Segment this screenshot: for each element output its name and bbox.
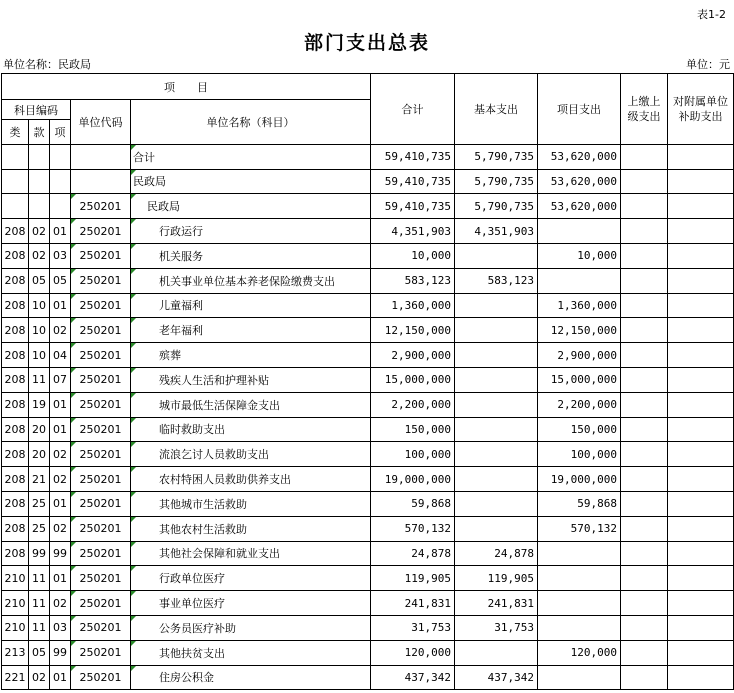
- cell-xiang: 02: [50, 591, 71, 616]
- cell-lei: 208: [2, 541, 29, 566]
- table-row: [2, 591, 734, 616]
- cell-lei: 208: [2, 268, 29, 293]
- unit-name-label: 单位名称：民政局: [3, 58, 91, 71]
- cell-total: 119,905: [371, 566, 455, 591]
- cell-lei: 221: [2, 665, 29, 690]
- cell-name: 民政局: [131, 194, 371, 219]
- cell-empty: [621, 268, 668, 293]
- cell-xiang: 02: [50, 516, 71, 541]
- cell-xiang: 01: [50, 566, 71, 591]
- cell-project: [538, 566, 621, 591]
- table-row: [2, 541, 734, 566]
- cell-name: 残疾人生活和护理补贴: [131, 367, 371, 392]
- cell-empty: [668, 442, 734, 467]
- cell-total: 4,351,903: [371, 219, 455, 244]
- cell-name: 儿童福利: [131, 293, 371, 318]
- cell-name: 合计: [131, 144, 371, 169]
- cell-name: 住房公积金: [131, 665, 371, 690]
- cell-lei: 208: [2, 367, 29, 392]
- cell-empty: [621, 367, 668, 392]
- cell-kuan: 25: [29, 516, 50, 541]
- table-body: [2, 144, 734, 690]
- cell-kuan: 10: [29, 293, 50, 318]
- cell-empty: [621, 144, 668, 169]
- cell-code: 250201: [71, 243, 131, 268]
- cell-code: [71, 144, 131, 169]
- cell-empty: [668, 491, 734, 516]
- cell-empty: [668, 268, 734, 293]
- cell-name: 行政运行: [131, 219, 371, 244]
- page-title: 部门支出总表: [303, 32, 430, 54]
- cell-lei: [2, 144, 29, 169]
- cell-basic: 5,790,735: [455, 194, 538, 219]
- cell-lei: 208: [2, 343, 29, 368]
- cell-total: 59,410,735: [371, 144, 455, 169]
- header-project: 项目支出: [538, 74, 621, 145]
- cell-total: 31,753: [371, 615, 455, 640]
- cell-project: 53,620,000: [538, 194, 621, 219]
- cell-xiang: 04: [50, 343, 71, 368]
- cell-name: 事业单位医疗: [131, 591, 371, 616]
- cell-name: 其他农村生活救助: [131, 516, 371, 541]
- cell-empty: [621, 442, 668, 467]
- table-row: [2, 219, 734, 244]
- cell-lei: 208: [2, 516, 29, 541]
- cell-kuan: [29, 169, 50, 194]
- cell-project: 53,620,000: [538, 169, 621, 194]
- table-row: [2, 194, 734, 219]
- cell-empty: [621, 566, 668, 591]
- cell-project: 53,620,000: [538, 144, 621, 169]
- cell-lei: [2, 194, 29, 219]
- cell-project: 2,200,000: [538, 392, 621, 417]
- cell-lei: 208: [2, 219, 29, 244]
- cell-name: 其他城市生活救助: [131, 491, 371, 516]
- cell-empty: [621, 392, 668, 417]
- table-row: [2, 169, 734, 194]
- cell-basic: [455, 243, 538, 268]
- cell-code: 250201: [71, 516, 131, 541]
- cell-lei: 208: [2, 442, 29, 467]
- cell-name: 公务员医疗补助: [131, 615, 371, 640]
- cell-basic: 4,351,903: [455, 219, 538, 244]
- cell-empty: [621, 467, 668, 492]
- cell-total: 12,150,000: [371, 318, 455, 343]
- cell-xiang: 05: [50, 268, 71, 293]
- cell-empty: [668, 392, 734, 417]
- cell-lei: 208: [2, 417, 29, 442]
- cell-code: 250201: [71, 615, 131, 640]
- cell-code: 250201: [71, 293, 131, 318]
- cell-basic: [455, 367, 538, 392]
- cell-lei: 208: [2, 467, 29, 492]
- cell-xiang: 99: [50, 541, 71, 566]
- cell-project: 10,000: [538, 243, 621, 268]
- cell-xiang: 01: [50, 219, 71, 244]
- cell-lei: 208: [2, 392, 29, 417]
- cell-project: 2,900,000: [538, 343, 621, 368]
- cell-xiang: 01: [50, 417, 71, 442]
- cell-empty: [621, 491, 668, 516]
- table-row: [2, 318, 734, 343]
- table-row: [2, 343, 734, 368]
- cell-total: 19,000,000: [371, 467, 455, 492]
- table-row: [2, 467, 734, 492]
- cell-kuan: 11: [29, 367, 50, 392]
- cell-code: 250201: [71, 268, 131, 293]
- cell-lei: 213: [2, 640, 29, 665]
- cell-empty: [668, 591, 734, 616]
- cell-lei: 210: [2, 591, 29, 616]
- cell-xiang: [50, 169, 71, 194]
- cell-empty: [668, 665, 734, 690]
- cell-basic: 31,753: [455, 615, 538, 640]
- cell-project: 570,132: [538, 516, 621, 541]
- header-basic: 基本支出: [455, 74, 538, 145]
- cell-empty: [668, 318, 734, 343]
- cell-kuan: 11: [29, 566, 50, 591]
- cell-xiang: [50, 194, 71, 219]
- cell-kuan: 20: [29, 417, 50, 442]
- cell-lei: 208: [2, 318, 29, 343]
- cell-name: 殡葬: [131, 343, 371, 368]
- cell-total: 570,132: [371, 516, 455, 541]
- cell-project: 100,000: [538, 442, 621, 467]
- cell-name: 机关事业单位基本养老保险缴费支出: [131, 268, 371, 293]
- cell-basic: [455, 417, 538, 442]
- cell-kuan: 25: [29, 491, 50, 516]
- cell-total: 100,000: [371, 442, 455, 467]
- cell-code: 250201: [71, 392, 131, 417]
- cell-xiang: 03: [50, 615, 71, 640]
- header-unit-code: 单位代码: [71, 100, 131, 145]
- cell-name: 民政局: [131, 169, 371, 194]
- cell-basic: 437,342: [455, 665, 538, 690]
- cell-basic: [455, 516, 538, 541]
- cell-empty: [668, 293, 734, 318]
- cell-name: 行政单位医疗: [131, 566, 371, 591]
- cell-xiang: 99: [50, 640, 71, 665]
- cell-code: 250201: [71, 194, 131, 219]
- cell-total: 2,200,000: [371, 392, 455, 417]
- table-row: [2, 144, 734, 169]
- table-row: [2, 491, 734, 516]
- cell-name: 其他社会保障和就业支出: [131, 541, 371, 566]
- cell-code: 250201: [71, 640, 131, 665]
- cell-name: 流浪乞讨人员救助支出: [131, 442, 371, 467]
- table-row: [2, 243, 734, 268]
- cell-name: 老年福利: [131, 318, 371, 343]
- cell-basic: 119,905: [455, 566, 538, 591]
- cell-empty: [621, 615, 668, 640]
- cell-empty: [668, 516, 734, 541]
- cell-basic: [455, 467, 538, 492]
- cell-empty: [668, 615, 734, 640]
- cell-empty: [621, 243, 668, 268]
- cell-empty: [621, 293, 668, 318]
- cell-xiang: 01: [50, 665, 71, 690]
- cell-project: [538, 541, 621, 566]
- cell-empty: [668, 640, 734, 665]
- cell-code: 250201: [71, 343, 131, 368]
- cell-empty: [621, 516, 668, 541]
- cell-basic: [455, 442, 538, 467]
- cell-kuan: [29, 144, 50, 169]
- header-lei: 类: [2, 120, 29, 145]
- table-row: [2, 665, 734, 690]
- cell-kuan: 11: [29, 615, 50, 640]
- cell-kuan: 10: [29, 318, 50, 343]
- cell-total: 1,360,000: [371, 293, 455, 318]
- table-row: [2, 516, 734, 541]
- cell-total: 59,410,735: [371, 194, 455, 219]
- cell-project: [538, 615, 621, 640]
- table-row: [2, 268, 734, 293]
- cell-empty: [668, 343, 734, 368]
- cell-empty: [621, 640, 668, 665]
- cell-project: [538, 665, 621, 690]
- cell-empty: [621, 665, 668, 690]
- cell-lei: 208: [2, 293, 29, 318]
- table-row: [2, 417, 734, 442]
- cell-code: 250201: [71, 318, 131, 343]
- cell-kuan: 02: [29, 219, 50, 244]
- cell-kuan: 02: [29, 665, 50, 690]
- cell-empty: [621, 219, 668, 244]
- cell-xiang: [50, 144, 71, 169]
- cell-lei: 208: [2, 491, 29, 516]
- cell-empty: [668, 467, 734, 492]
- cell-lei: 210: [2, 566, 29, 591]
- cell-project: 150,000: [538, 417, 621, 442]
- header-unit-name: 单位名称（科目）: [131, 100, 371, 145]
- cell-xiang: 02: [50, 442, 71, 467]
- cell-empty: [621, 417, 668, 442]
- cell-xiang: 01: [50, 293, 71, 318]
- cell-project: 12,150,000: [538, 318, 621, 343]
- table-row: [2, 293, 734, 318]
- cell-kuan: 11: [29, 591, 50, 616]
- cell-kuan: 99: [29, 541, 50, 566]
- cell-empty: [621, 591, 668, 616]
- cell-name: 机关服务: [131, 243, 371, 268]
- cell-empty: [668, 417, 734, 442]
- header-upper: [621, 74, 668, 145]
- cell-empty: [621, 343, 668, 368]
- header-upper-line2: 级支出: [627, 109, 661, 123]
- table-row: [2, 640, 734, 665]
- expenditure-table: [1, 73, 734, 690]
- cell-basic: 583,123: [455, 268, 538, 293]
- table-row: [2, 392, 734, 417]
- header-subsidy: [668, 74, 734, 145]
- cell-total: 10,000: [371, 243, 455, 268]
- cell-empty: [668, 566, 734, 591]
- cell-kuan: 10: [29, 343, 50, 368]
- cell-basic: [455, 343, 538, 368]
- cell-total: 59,410,735: [371, 169, 455, 194]
- cell-code: 250201: [71, 367, 131, 392]
- cell-code: [71, 169, 131, 194]
- header-subsidy-line1: 对附属单位: [673, 94, 728, 108]
- cell-name: 城市最低生活保障金支出: [131, 392, 371, 417]
- cell-lei: 208: [2, 243, 29, 268]
- cell-total: 241,831: [371, 591, 455, 616]
- cell-xiang: 02: [50, 318, 71, 343]
- cell-project: [538, 268, 621, 293]
- cell-xiang: 01: [50, 392, 71, 417]
- table-row: [2, 566, 734, 591]
- cell-basic: [455, 293, 538, 318]
- cell-empty: [621, 194, 668, 219]
- table-row: [2, 615, 734, 640]
- header-item: 项 目: [2, 74, 371, 100]
- cell-kuan: 02: [29, 243, 50, 268]
- cell-code: 250201: [71, 442, 131, 467]
- cell-kuan: 21: [29, 467, 50, 492]
- cell-empty: [668, 541, 734, 566]
- cell-empty: [668, 367, 734, 392]
- table-row: [2, 367, 734, 392]
- header-upper-line1: 上缴上: [627, 94, 661, 108]
- cell-kuan: 05: [29, 268, 50, 293]
- cell-total: 24,878: [371, 541, 455, 566]
- cell-kuan: 05: [29, 640, 50, 665]
- header-total: 合计: [371, 74, 455, 145]
- cell-basic: [455, 392, 538, 417]
- cell-project: [538, 219, 621, 244]
- cell-total: 150,000: [371, 417, 455, 442]
- cell-code: 250201: [71, 591, 131, 616]
- cell-empty: [668, 144, 734, 169]
- cell-name: 临时救助支出: [131, 417, 371, 442]
- cell-kuan: 19: [29, 392, 50, 417]
- cell-code: 250201: [71, 566, 131, 591]
- cell-project: 1,360,000: [538, 293, 621, 318]
- header-subsidy-line2: 补助支出: [678, 109, 723, 123]
- cell-name: 农村特困人员救助供养支出: [131, 467, 371, 492]
- cell-basic: 241,831: [455, 591, 538, 616]
- cell-project: [538, 591, 621, 616]
- cell-project: 19,000,000: [538, 467, 621, 492]
- header-kuan: 款: [29, 120, 50, 145]
- cell-total: 583,123: [371, 268, 455, 293]
- table-number: 表1-2: [697, 8, 726, 21]
- cell-code: 250201: [71, 665, 131, 690]
- cell-project: 15,000,000: [538, 367, 621, 392]
- table-row: [2, 442, 734, 467]
- currency-unit-label: 单位：元: [686, 58, 730, 71]
- cell-total: 59,868: [371, 491, 455, 516]
- cell-empty: [668, 169, 734, 194]
- cell-code: 250201: [71, 467, 131, 492]
- cell-empty: [621, 318, 668, 343]
- cell-name: 其他扶贫支出: [131, 640, 371, 665]
- cell-basic: 5,790,735: [455, 144, 538, 169]
- cell-code: 250201: [71, 491, 131, 516]
- cell-total: 437,342: [371, 665, 455, 690]
- cell-code: 250201: [71, 219, 131, 244]
- cell-kuan: 20: [29, 442, 50, 467]
- cell-lei: [2, 169, 29, 194]
- cell-code: 250201: [71, 417, 131, 442]
- cell-empty: [621, 169, 668, 194]
- cell-code: 250201: [71, 541, 131, 566]
- cell-basic: 24,878: [455, 541, 538, 566]
- cell-kuan: [29, 194, 50, 219]
- cell-empty: [668, 194, 734, 219]
- cell-total: 2,900,000: [371, 343, 455, 368]
- cell-project: 120,000: [538, 640, 621, 665]
- cell-basic: [455, 318, 538, 343]
- cell-xiang: 01: [50, 491, 71, 516]
- header-subject-code: 科目编码: [2, 100, 71, 120]
- cell-empty: [668, 243, 734, 268]
- cell-xiang: 07: [50, 367, 71, 392]
- cell-total: 15,000,000: [371, 367, 455, 392]
- cell-basic: [455, 640, 538, 665]
- cell-empty: [668, 219, 734, 244]
- cell-project: 59,868: [538, 491, 621, 516]
- cell-total: 120,000: [371, 640, 455, 665]
- cell-basic: [455, 491, 538, 516]
- cell-xiang: 02: [50, 467, 71, 492]
- cell-empty: [621, 541, 668, 566]
- cell-basic: 5,790,735: [455, 169, 538, 194]
- cell-lei: 210: [2, 615, 29, 640]
- header-xiang: 项: [50, 120, 71, 145]
- cell-xiang: 03: [50, 243, 71, 268]
